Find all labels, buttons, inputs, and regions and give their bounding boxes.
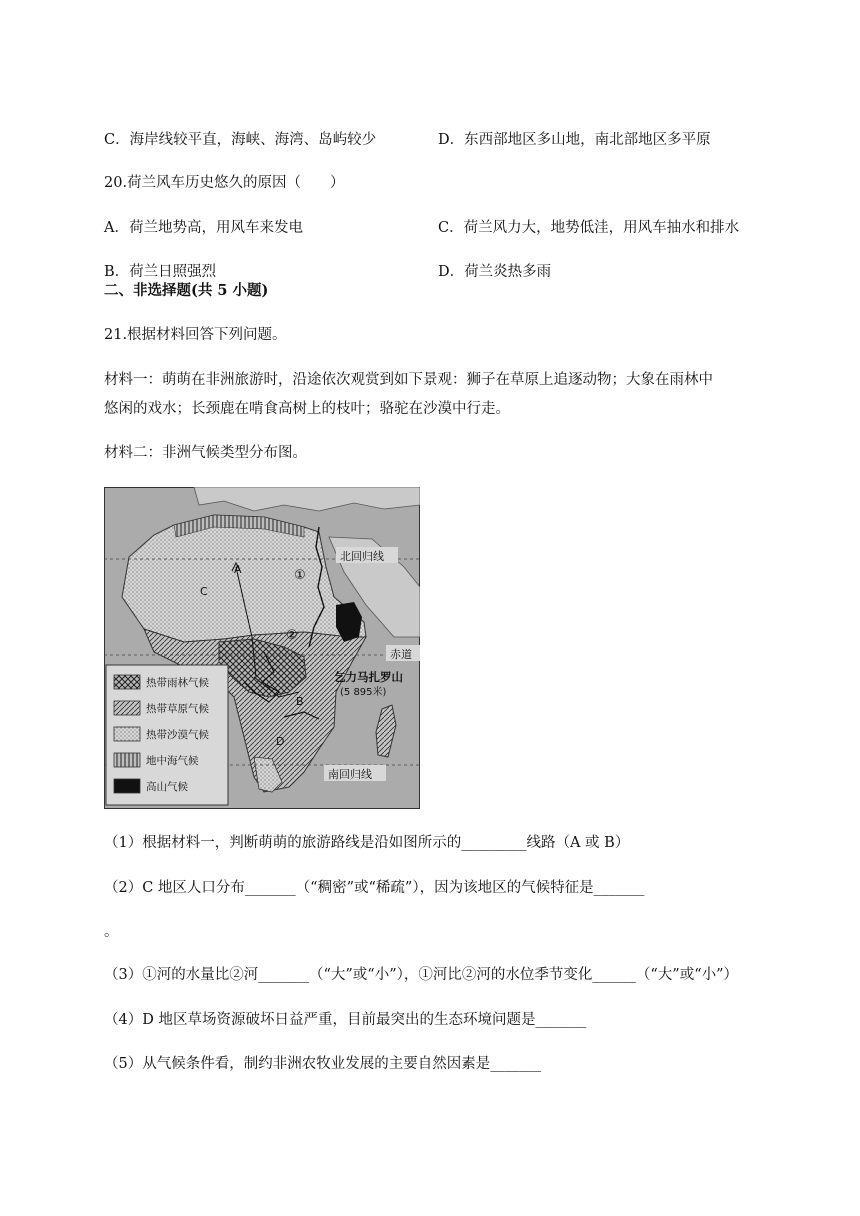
q21-sub3: （3）①河的水量比②河_______（“大”或“小”），①河比②河的水位季节变化______（“大”或“小”） (104, 967, 739, 983)
q21-sub2: （2）C 地区人口分布_______（“稠密”或“稀疏”），因为该地区的气候特征是_______ (104, 880, 645, 896)
q21-material1-line2: 悠闲的戏水；长颈鹿在啃食高树上的枝叶；骆驼在沙漠中行走。 (104, 401, 510, 417)
africa-climate-map (104, 487, 420, 809)
legend-swatch-highland (114, 779, 140, 793)
q21-material1-line1: 材料一：萌萌在非洲旅游时，沿途依次观赏到如下景观：狮子在草原上追逐动物；大象在雨林中 (104, 372, 713, 388)
legend-label-mediterranean: 地中海气候 (146, 755, 199, 767)
label-route-a: A (234, 563, 242, 576)
legend-label-rainforest: 热带雨林气候 (146, 677, 209, 689)
label-tropic-of-cancer: 北回归线 (340, 550, 384, 563)
legend-swatch-savanna (114, 701, 140, 715)
label-river-2: ② (286, 628, 298, 643)
q21-sub4: （4）D 地区草场资源破坏日益严重，目前最突出的生态环境问题是_______ (104, 1012, 587, 1028)
q19-option-d: D．东西部地区多山地，南北部地区多平原 (438, 132, 711, 148)
legend-swatch-rainforest (114, 675, 140, 689)
q21-stem: 21.根据材料回答下列问题。 (104, 327, 287, 343)
label-kilimanjaro: 乞力马扎罗山 (334, 670, 403, 684)
q20-option-d: D．荷兰炎热多雨 (438, 264, 552, 280)
q21-sub2-end: 。 (104, 924, 119, 940)
q20-option-b: B．荷兰日照强烈 (104, 264, 217, 280)
label-region-c: C (200, 585, 208, 598)
q20-option-c: C．荷兰风力大，地势低洼，用风车抽水和排水 (438, 220, 740, 236)
legend-swatch-desert (114, 727, 140, 741)
label-river-1: ① (294, 568, 306, 583)
label-equator: 赤道 (390, 648, 412, 661)
legend-label-desert: 热带沙漠气候 (146, 729, 209, 741)
label-tropic-of-capricorn: 南回归线 (328, 768, 372, 781)
legend-swatch-mediterranean (114, 753, 140, 767)
q19-option-c: C．海岸线较平直，海峡、海湾、岛屿较少 (104, 132, 377, 148)
label-region-d: D (276, 735, 285, 748)
legend-label-savanna: 热带草原气候 (146, 703, 209, 715)
label-kilimanjaro-height: (5 895米) (340, 687, 387, 698)
q21-material2: 材料二：非洲气候类型分布图。 (104, 445, 307, 461)
q20-option-a: A．荷兰地势高，用风车来发电 (104, 220, 303, 236)
section-title: 二、非选择题(共 5 小题) (104, 282, 269, 299)
q20-stem: 20.荷兰风车历史悠久的原因（ ） (104, 175, 345, 191)
legend-label-highland: 高山气候 (146, 781, 188, 793)
q21-sub1: （1）根据材料一，判断萌萌的旅游路线是沿如图所示的_________线路（A 或 B） (104, 835, 630, 851)
label-route-b: B (296, 695, 304, 708)
q21-sub5: （5）从气候条件看，制约非洲农牧业发展的主要自然因素是_______ (104, 1056, 541, 1072)
